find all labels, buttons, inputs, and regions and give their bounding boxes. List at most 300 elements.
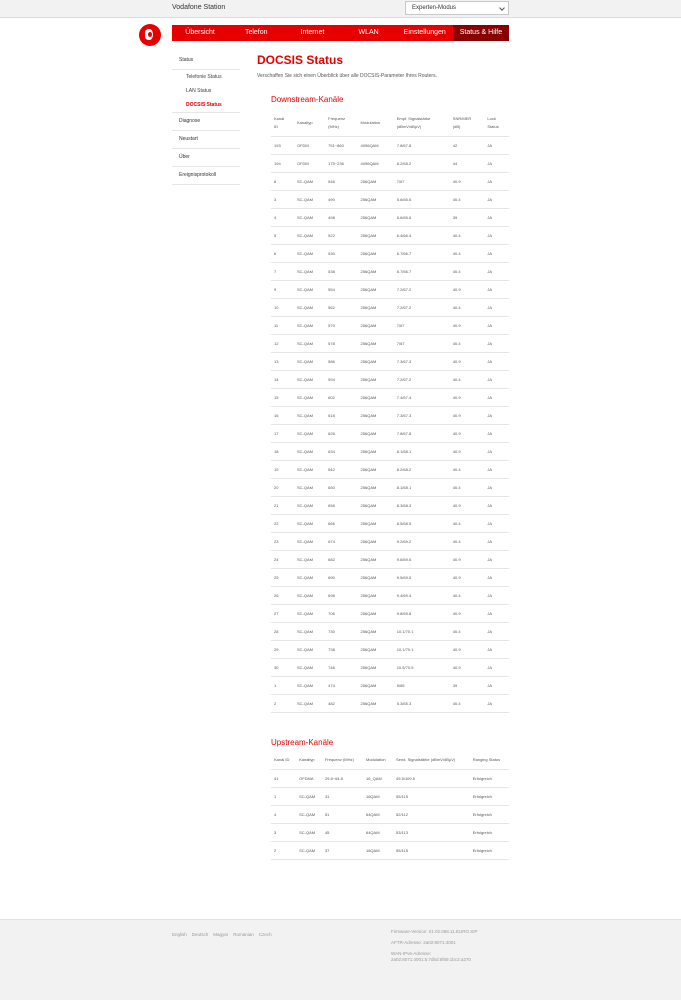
- upstream-col-header: [271, 751, 296, 769]
- table-cell: 8.5/68.5: [394, 514, 450, 532]
- language-link[interactable]: Deutsch: [191, 932, 209, 937]
- table-cell: 40.9: [450, 406, 485, 424]
- table-cell: 538: [325, 262, 357, 280]
- sidebar-item-4[interactable]: Ereignisprotokoll: [172, 167, 240, 185]
- table-cell: 256QAM: [358, 352, 394, 370]
- downstream-col-header-text: ID: [274, 123, 278, 129]
- table-cell: 256QAM: [358, 208, 394, 226]
- table-cell: 7/67: [394, 334, 450, 352]
- table-cell: 40.9: [450, 280, 485, 298]
- sidebar-subitem-0-2[interactable]: DOCSIS Status: [186, 102, 222, 108]
- chevron-down-icon: [499, 5, 505, 11]
- table-row: [271, 823, 509, 841]
- table-cell: 256QAM: [358, 604, 394, 622]
- table-cell: 18: [271, 442, 294, 460]
- downstream-col-header-text: SNR/MER: [452, 115, 472, 121]
- table-cell: 40.9: [450, 658, 485, 676]
- table-cell: 8.1/68.1: [394, 442, 450, 460]
- table-cell: 682: [325, 550, 357, 568]
- sidebar-item-3[interactable]: Über: [172, 149, 240, 167]
- table-cell: JA: [484, 604, 509, 622]
- table-cell: 40.9: [450, 550, 485, 568]
- table-cell: 40.4: [450, 478, 485, 496]
- table-cell: 40.4: [450, 460, 485, 478]
- table-cell: 51: [322, 805, 363, 823]
- table-cell: SC-QAM: [294, 244, 325, 262]
- table-cell: 40.4: [450, 244, 485, 262]
- table-cell: 11: [271, 316, 294, 334]
- table-cell: SC-QAM: [294, 262, 325, 280]
- table-cell: 40.9: [450, 496, 485, 514]
- table-row: [271, 298, 509, 316]
- table-cell: 8.3/68.3: [394, 496, 450, 514]
- table-cell: 256QAM: [358, 370, 394, 388]
- table-cell: SC-QAM: [294, 352, 325, 370]
- table-cell: 522: [325, 226, 357, 244]
- upstream-col-header: [363, 751, 393, 769]
- table-cell: 706: [325, 604, 357, 622]
- nav-item-3[interactable]: WLAN: [358, 29, 379, 36]
- table-cell: 40.4: [450, 694, 485, 712]
- upstream-col-header: [322, 751, 363, 769]
- table-cell: 256QAM: [358, 532, 394, 550]
- table-cell: 40.9: [450, 172, 485, 190]
- table-cell: JA: [484, 262, 509, 280]
- sidebar-subitem-0-0[interactable]: Telefonie Status: [186, 74, 222, 80]
- table-cell: 40.9: [450, 568, 485, 586]
- table-cell: 256QAM: [358, 226, 394, 244]
- downstream-col-header: [450, 110, 485, 136]
- table-cell: SC-QAM: [294, 406, 325, 424]
- table-cell: 256QAM: [358, 442, 394, 460]
- table-cell: 45: [322, 823, 363, 841]
- downstream-col-header: [394, 110, 450, 136]
- table-row: [271, 352, 509, 370]
- table-row: [271, 586, 509, 604]
- table-cell: JA: [484, 406, 509, 424]
- table-cell: 674: [325, 532, 357, 550]
- table-cell: 594: [325, 370, 357, 388]
- table-cell: 40.4: [450, 370, 485, 388]
- table-cell: 40.4: [450, 532, 485, 550]
- table-cell: 474: [325, 676, 357, 694]
- table-cell: 3: [271, 190, 294, 208]
- table-cell: Erfolgreich: [470, 769, 509, 787]
- table-cell: 7.4/67.4: [394, 388, 450, 406]
- table-cell: 7/67: [394, 316, 450, 334]
- sidebar-item-2[interactable]: Neustart: [172, 131, 240, 149]
- sidebar: [172, 52, 240, 185]
- table-cell: SC-QAM: [294, 442, 325, 460]
- table-cell: 490: [325, 190, 357, 208]
- upstream-col-header-text: Send. Signalstärke (dBmV/dBµV): [396, 756, 456, 762]
- table-cell: JA: [484, 676, 509, 694]
- upstream-table: [271, 751, 509, 860]
- downstream-col-header-text: (MHz): [328, 123, 340, 129]
- table-cell: SC-QAM: [294, 622, 325, 640]
- downstream-table: [271, 110, 509, 713]
- table-cell: 256QAM: [358, 244, 394, 262]
- table-row: [271, 244, 509, 262]
- logo-dot: [148, 32, 152, 37]
- table-cell: JA: [484, 532, 509, 550]
- table-row: [271, 787, 509, 805]
- mode-select[interactable]: [405, 1, 509, 15]
- footer: [0, 919, 681, 1000]
- table-cell: 3: [271, 823, 296, 841]
- table-cell: 29.8~64.8: [322, 769, 363, 787]
- nav-item-0[interactable]: Übersicht: [185, 29, 215, 36]
- table-cell: Erfolgreich: [470, 823, 509, 841]
- table-cell: 55/115: [393, 841, 470, 859]
- table-cell: 4: [271, 208, 294, 226]
- table-cell: 2: [271, 694, 294, 712]
- sidebar-subitems: [172, 70, 240, 113]
- upstream-title: Upstream-Kanäle: [271, 738, 334, 747]
- downstream-col-header: [325, 110, 357, 136]
- table-cell: 13: [271, 352, 294, 370]
- downstream-col-header: [271, 110, 294, 136]
- table-cell: 4096QAM: [358, 154, 394, 172]
- table-cell: OFDMA: [296, 769, 322, 787]
- table-cell: 7.2/67.2: [394, 298, 450, 316]
- table-cell: JA: [484, 136, 509, 154]
- table-cell: SC-QAM: [294, 280, 325, 298]
- downstream-col-header-text: Lock: [487, 115, 496, 121]
- table-cell: Erfolgreich: [470, 805, 509, 823]
- main-nav: [172, 25, 509, 41]
- upstream-col-header-text: Frequenz (MHz): [324, 756, 354, 762]
- table-cell: SC-QAM: [294, 478, 325, 496]
- table-cell: 730: [325, 622, 357, 640]
- table-cell: 6.7/66.7: [394, 244, 450, 262]
- table-row: [271, 370, 509, 388]
- language-link[interactable]: Romanian: [233, 932, 254, 937]
- downstream-col-header-text: Frequenz: [328, 115, 346, 121]
- table-cell: SC-QAM: [294, 640, 325, 658]
- table-cell: SC-QAM: [294, 658, 325, 676]
- table-cell: 256QAM: [358, 478, 394, 496]
- table-cell: SC-QAM: [296, 787, 322, 805]
- table-cell: 23: [271, 532, 294, 550]
- table-cell: OFDM: [294, 136, 325, 154]
- table-cell: SC-QAM: [294, 676, 325, 694]
- table-cell: JA: [484, 208, 509, 226]
- table-cell: 570: [325, 316, 357, 334]
- sidebar-item-1[interactable]: Diagnose: [172, 113, 240, 131]
- table-cell: 546: [325, 172, 357, 190]
- table-cell: 30: [271, 658, 294, 676]
- table-cell: 16_QAM: [363, 769, 393, 787]
- table-cell: JA: [484, 514, 509, 532]
- top-bar: [0, 0, 681, 18]
- table-cell: JA: [484, 496, 509, 514]
- table-cell: 7.2/67.2: [394, 280, 450, 298]
- table-cell: 5.3/65.3: [394, 694, 450, 712]
- table-cell: 53/113: [393, 823, 470, 841]
- table-cell: JA: [484, 550, 509, 568]
- table-cell: 40.4: [450, 190, 485, 208]
- table-row: [271, 262, 509, 280]
- table-cell: 6.7/66.7: [394, 262, 450, 280]
- table-cell: 626: [325, 424, 357, 442]
- table-cell: 55/115: [393, 787, 470, 805]
- table-cell: JA: [484, 154, 509, 172]
- table-cell: 64QAM: [363, 823, 393, 841]
- table-cell: 618: [325, 406, 357, 424]
- downstream-col-header-text: (dBmV/dBµV): [396, 123, 422, 129]
- table-row: [271, 316, 509, 334]
- table-cell: 602: [325, 388, 357, 406]
- table-cell: Erfolgreich: [470, 787, 509, 805]
- table-cell: 256QAM: [358, 514, 394, 532]
- table-cell: 40.9: [450, 352, 485, 370]
- table-cell: JA: [484, 316, 509, 334]
- downstream-header-row: [271, 110, 509, 136]
- firmware-version: Firmware-Version: 01.02.068.11.EURO.SIP: [391, 929, 478, 934]
- table-cell: 256QAM: [358, 406, 394, 424]
- table-row: [271, 532, 509, 550]
- table-cell: 650: [325, 478, 357, 496]
- downstream-col-header-text: Kanaltyp: [296, 119, 313, 125]
- table-cell: 1: [271, 787, 296, 805]
- table-row: [271, 136, 509, 154]
- table-cell: 586: [325, 352, 357, 370]
- nav-item-1[interactable]: Telefon: [244, 29, 268, 36]
- table-cell: 256QAM: [358, 496, 394, 514]
- upstream-col-header-text: Modulation: [365, 756, 386, 762]
- table-cell: 31: [322, 787, 363, 805]
- upstream-col-header-text: Ranging Status: [472, 756, 501, 762]
- table-cell: 256QAM: [358, 190, 394, 208]
- downstream-col-header-text: Empf. Signalstärke: [396, 115, 431, 121]
- table-cell: JA: [484, 586, 509, 604]
- table-row: [271, 640, 509, 658]
- nav-item-2[interactable]: Internet: [300, 29, 325, 36]
- table-cell: JA: [484, 352, 509, 370]
- table-cell: 15: [271, 388, 294, 406]
- table-cell: SC-QAM: [294, 568, 325, 586]
- table-cell: 21: [271, 496, 294, 514]
- wan-ipv6-label: WAN-IPv6-Adresse:: [391, 951, 432, 956]
- table-cell: SC-QAM: [294, 316, 325, 334]
- table-cell: 193: [271, 136, 294, 154]
- table-row: [271, 769, 509, 787]
- table-cell: 24: [271, 550, 294, 568]
- table-row: [271, 424, 509, 442]
- table-row: [271, 334, 509, 352]
- table-cell: 49.5/109.5: [393, 769, 470, 787]
- table-row: [271, 604, 509, 622]
- table-cell: 256QAM: [358, 640, 394, 658]
- table-row: [271, 280, 509, 298]
- language-link[interactable]: Czech: [258, 932, 272, 937]
- nav-item-4[interactable]: Einstellungen: [403, 29, 446, 36]
- table-row: [271, 550, 509, 568]
- table-cell: JA: [484, 226, 509, 244]
- mode-select-value: Experten-Modus: [412, 5, 457, 11]
- table-cell: 22: [271, 514, 294, 532]
- language-links: [172, 932, 277, 937]
- table-cell: 5: [271, 226, 294, 244]
- table-cell: JA: [484, 370, 509, 388]
- table-cell: 12: [271, 334, 294, 352]
- table-cell: 7.8/67.8: [394, 424, 450, 442]
- table-cell: JA: [484, 694, 509, 712]
- downstream-col-header: [294, 110, 325, 136]
- table-cell: JA: [484, 568, 509, 586]
- table-cell: 9.6/69.6: [394, 550, 450, 568]
- table-cell: JA: [484, 334, 509, 352]
- table-cell: SC-QAM: [294, 460, 325, 478]
- vodafone-logo[interactable]: [139, 24, 161, 46]
- language-link[interactable]: English: [172, 932, 187, 937]
- table-cell: 256QAM: [358, 172, 394, 190]
- table-cell: 1: [271, 676, 294, 694]
- table-cell: SC-QAM: [294, 370, 325, 388]
- app-title: Vodafone Station: [172, 4, 226, 11]
- table-cell: 16QAM: [363, 787, 393, 805]
- table-row: [271, 514, 509, 532]
- table-cell: 7.8/67.8: [394, 136, 450, 154]
- table-cell: JA: [484, 388, 509, 406]
- table-cell: 40.9: [450, 388, 485, 406]
- table-cell: 7: [271, 262, 294, 280]
- table-cell: 9.4/69.4: [394, 586, 450, 604]
- table-row: [271, 406, 509, 424]
- table-cell: 256QAM: [358, 460, 394, 478]
- table-cell: 530: [325, 244, 357, 262]
- table-cell: 28: [271, 622, 294, 640]
- table-cell: 5/65: [394, 676, 450, 694]
- downstream-col-header-text: Modulation: [360, 119, 381, 125]
- device-info: [391, 929, 477, 963]
- table-cell: 40.9: [450, 640, 485, 658]
- table-cell: 498: [325, 208, 357, 226]
- table-row: [271, 388, 509, 406]
- table-cell: 666: [325, 514, 357, 532]
- table-cell: 194: [271, 154, 294, 172]
- table-cell: 256QAM: [358, 298, 394, 316]
- table-cell: 6: [271, 244, 294, 262]
- table-cell: 256QAM: [358, 568, 394, 586]
- table-cell: 256QAM: [358, 280, 394, 298]
- table-cell: SC-QAM: [294, 190, 325, 208]
- table-row: [271, 658, 509, 676]
- table-cell: 5.6/65.6: [394, 190, 450, 208]
- table-cell: 7.2/67.2: [394, 370, 450, 388]
- table-cell: JA: [484, 478, 509, 496]
- table-cell: 25: [271, 568, 294, 586]
- table-cell: 40.9: [450, 604, 485, 622]
- table-cell: SC-QAM: [294, 496, 325, 514]
- upstream-col-header: [393, 751, 470, 769]
- table-cell: 256QAM: [358, 316, 394, 334]
- table-cell: 40.4: [450, 334, 485, 352]
- wan-ipv6-address: 2a02:8071:4001:5:7dbd:5f69:1bc3:a270: [391, 957, 471, 962]
- table-cell: 7/67: [394, 172, 450, 190]
- table-cell: 642: [325, 460, 357, 478]
- nav-item-5[interactable]: Status & Hilfe: [453, 25, 509, 41]
- table-cell: 7.3/67.3: [394, 406, 450, 424]
- table-cell: 29: [271, 640, 294, 658]
- table-cell: SC-QAM: [294, 604, 325, 622]
- upstream-col-header: [296, 751, 322, 769]
- downstream-col-header: [358, 110, 394, 136]
- sidebar-item-0[interactable]: Status: [172, 52, 240, 70]
- table-row: [271, 568, 509, 586]
- table-cell: 44: [450, 154, 485, 172]
- table-cell: SC-QAM: [294, 424, 325, 442]
- table-cell: SC-QAM: [296, 841, 322, 859]
- table-cell: 698: [325, 586, 357, 604]
- table-cell: 40.4: [450, 622, 485, 640]
- table-cell: 10: [271, 298, 294, 316]
- table-cell: 7.3/67.3: [394, 352, 450, 370]
- table-cell: 175~236: [325, 154, 357, 172]
- table-cell: 9.8/69.8: [394, 604, 450, 622]
- table-row: [271, 460, 509, 478]
- table-row: [271, 622, 509, 640]
- downstream-col-header-text: Status: [487, 123, 499, 129]
- downstream-col-header-text: Kanal: [274, 115, 285, 121]
- page-description: Verschaffen Sie sich einen Überblick über alle DOCSIS-Parameter Ihres Routers.: [257, 73, 437, 79]
- sidebar-subitem-0-1[interactable]: LAN Status: [186, 88, 212, 94]
- table-cell: 27: [271, 604, 294, 622]
- table-cell: 8.2/68.2: [394, 154, 450, 172]
- table-cell: SC-QAM: [294, 208, 325, 226]
- table-cell: 64QAM: [363, 805, 393, 823]
- table-cell: 256QAM: [358, 658, 394, 676]
- table-cell: 9.5/69.5: [394, 568, 450, 586]
- table-cell: 256QAM: [358, 622, 394, 640]
- language-link[interactable]: Magyar: [213, 932, 229, 937]
- table-cell: JA: [484, 442, 509, 460]
- downstream-col-header-text: (dB): [452, 123, 461, 129]
- table-cell: 26: [271, 586, 294, 604]
- page-title: DOCSIS Status: [257, 53, 344, 67]
- table-cell: 256QAM: [358, 676, 394, 694]
- table-cell: SC-QAM: [294, 388, 325, 406]
- table-cell: 482: [325, 694, 357, 712]
- table-cell: SC-QAM: [294, 226, 325, 244]
- table-cell: Erfolgreich: [470, 841, 509, 859]
- table-cell: 634: [325, 442, 357, 460]
- table-row: [271, 676, 509, 694]
- table-cell: SC-QAM: [294, 586, 325, 604]
- table-cell: SC-QAM: [294, 514, 325, 532]
- table-cell: 256QAM: [358, 424, 394, 442]
- table-cell: SC-QAM: [294, 694, 325, 712]
- table-cell: 751~860: [325, 136, 357, 154]
- table-cell: 40.4: [450, 226, 485, 244]
- table-cell: 10.1/70.1: [394, 622, 450, 640]
- table-cell: 256QAM: [358, 334, 394, 352]
- table-row: [271, 226, 509, 244]
- table-cell: JA: [484, 622, 509, 640]
- table-cell: 256QAM: [358, 388, 394, 406]
- table-cell: 42: [450, 136, 485, 154]
- table-cell: 256QAM: [358, 262, 394, 280]
- table-cell: SC-QAM: [296, 805, 322, 823]
- table-cell: 8.1/68.1: [394, 478, 450, 496]
- table-cell: 4: [271, 805, 296, 823]
- table-cell: 40.4: [450, 514, 485, 532]
- table-cell: 40.9: [450, 424, 485, 442]
- table-cell: 256QAM: [358, 550, 394, 568]
- table-cell: SC-QAM: [294, 172, 325, 190]
- table-row: [271, 478, 509, 496]
